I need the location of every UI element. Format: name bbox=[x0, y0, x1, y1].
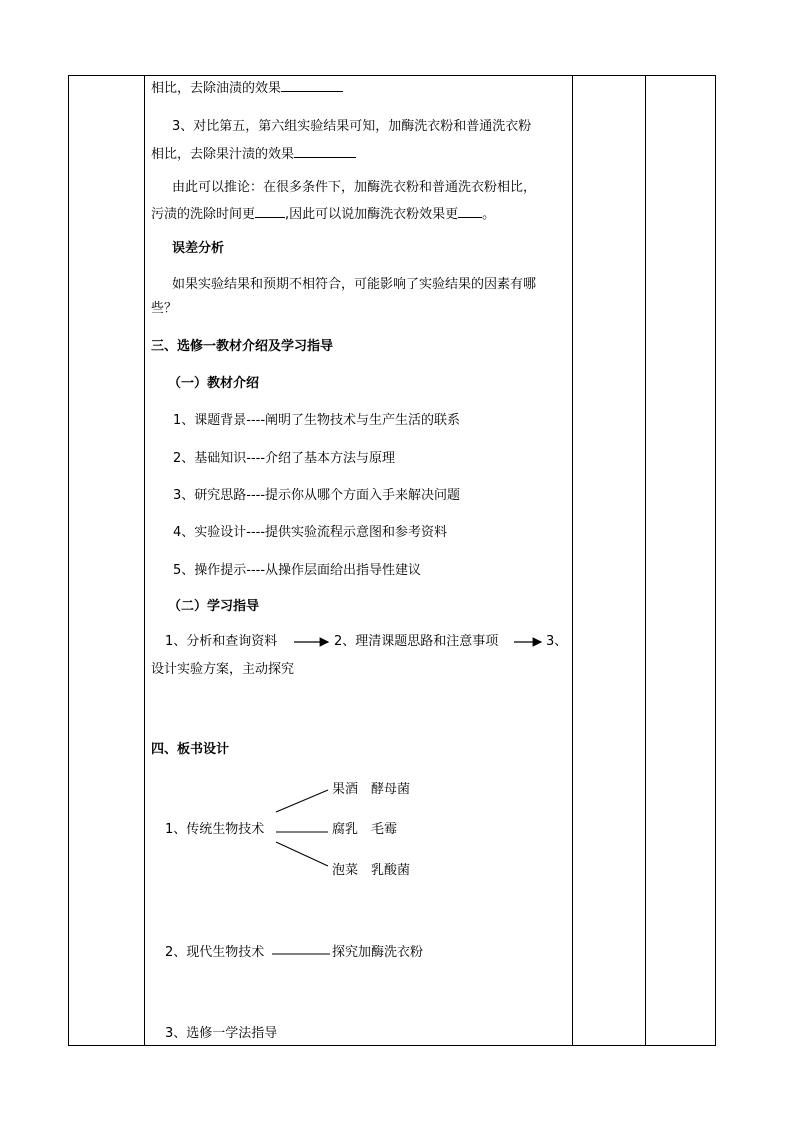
textbook-intro-heading: （一）教材介绍 bbox=[168, 376, 260, 391]
guide-step-1: 1、分析和查询资料 bbox=[165, 634, 278, 649]
answer-blank bbox=[255, 205, 285, 218]
error-analysis-heading: 误差分析 bbox=[172, 241, 225, 256]
traditional-biotech-label: 1、传统生物技术 bbox=[165, 822, 265, 837]
intro-item-2: 2、基础知识----介绍了基本方法与原理 bbox=[173, 451, 396, 466]
branch-wine-yeast: 果酒 酵母菌 bbox=[332, 782, 411, 797]
section3-heading: 三、选修一教材介绍及学习指导 bbox=[151, 339, 334, 354]
guide-step-2: 2、理清课题思路和注意事项 bbox=[334, 634, 499, 649]
study-guide-heading: （二）学习指导 bbox=[168, 599, 260, 614]
juice-stain-result-line: 相比，去除果汁渍的效果 bbox=[151, 145, 356, 164]
modern-biotech-label: 2、现代生物技术 bbox=[165, 945, 265, 960]
answer-blank bbox=[294, 145, 356, 158]
intro-item-5: 5、操作提示----从操作层面给出指导性建议 bbox=[173, 563, 422, 578]
error-question-line1: 如果实验结果和预期不相符合，可能影响了实验结果的因素有哪 bbox=[172, 277, 537, 292]
inference-line2: 污渍的洗除时间更 ,因此可以说加酶洗衣粉效果更 。 bbox=[151, 207, 496, 222]
oil-stain-result-line: 相比，去除油渍的效果 bbox=[151, 79, 343, 98]
branch-pickle-lactobacillus: 泡菜 乳酸菌 bbox=[332, 863, 411, 878]
modern-biotech-target: 探究加酶洗衣粉 bbox=[332, 945, 424, 960]
answer-blank bbox=[458, 205, 482, 218]
item3-line1: 3、对比第五，第六组实验结果可知，加酶洗衣粉和普通洗衣粉 bbox=[172, 119, 532, 134]
error-question-line2: 些？ bbox=[151, 301, 178, 316]
intro-item-1: 1、课题背景----阐明了生物技术与生产生活的联系 bbox=[173, 413, 461, 428]
intro-item-4: 4、实验设计----提供实验流程示意图和参考资料 bbox=[173, 525, 448, 540]
guide-line2: 设计实验方案，主动探究 bbox=[151, 662, 295, 677]
column-divider-2 bbox=[572, 75, 573, 1046]
section4-item3: 3、选修一学法指导 bbox=[165, 1026, 278, 1041]
section4-heading: 四、板书设计 bbox=[151, 742, 230, 757]
column-divider-3 bbox=[645, 75, 646, 1046]
inference-line1: 由此可以推论：在很多条件下，加酶洗衣粉和普通洗衣粉相比， bbox=[172, 180, 537, 195]
column-divider-1 bbox=[144, 75, 145, 1046]
answer-blank bbox=[281, 79, 343, 92]
branch-sufu-mucor: 腐乳 毛霉 bbox=[332, 822, 398, 837]
guide-step-3: 3、 bbox=[546, 634, 568, 649]
intro-item-3: 3、研究思路----提示你从哪个方面入手来解决问题 bbox=[173, 488, 461, 503]
